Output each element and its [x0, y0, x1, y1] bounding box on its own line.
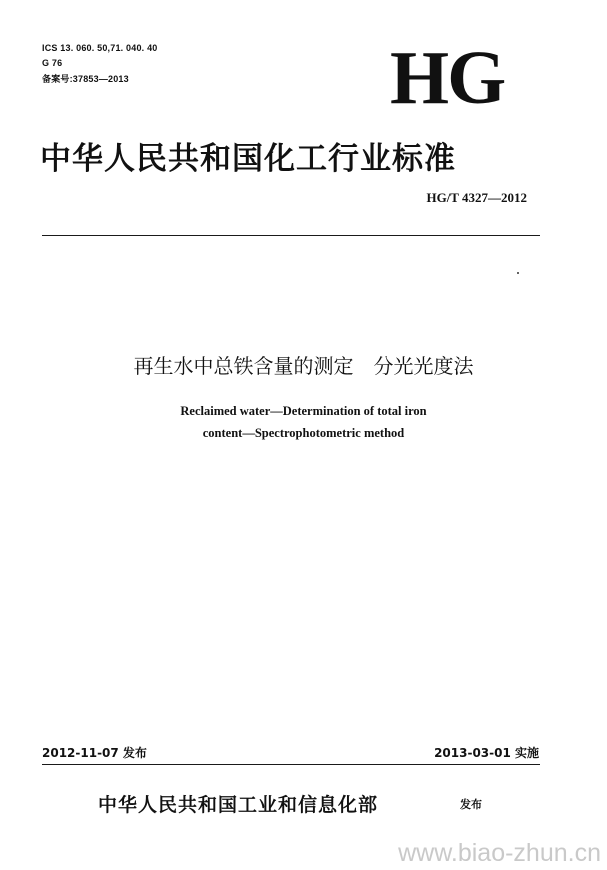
- chinese-document-title: 再生水中总铁含量的测定 分光光度法: [133, 354, 474, 378]
- hg-logo: HG: [390, 36, 505, 120]
- publisher-suffix: 发布: [460, 798, 482, 811]
- scan-speck: [517, 272, 519, 274]
- ics-code: ICS 13. 060. 50,71. 040. 40: [42, 43, 158, 53]
- top-divider: [42, 235, 540, 236]
- classification-code: G 76: [42, 58, 63, 68]
- standard-category-title: 中华人民共和国化工行业标准: [40, 141, 456, 177]
- implementation-date: 2013-03-01 实施: [434, 746, 539, 760]
- standard-number: HG/T 4327—2012: [426, 190, 527, 205]
- issue-date: 2012-11-07 发布: [42, 746, 147, 760]
- site-watermark: www.biao-zhun.cn: [398, 839, 601, 867]
- english-title-line-2: content—Spectrophotometric method: [202, 426, 405, 440]
- publisher-name: 中华人民共和国工业和信息化部: [98, 794, 379, 816]
- bottom-divider: [42, 764, 540, 765]
- record-number: 备案号:37853—2013: [42, 74, 129, 84]
- english-title-line-1: Reclaimed water—Determination of total iron: [180, 404, 427, 418]
